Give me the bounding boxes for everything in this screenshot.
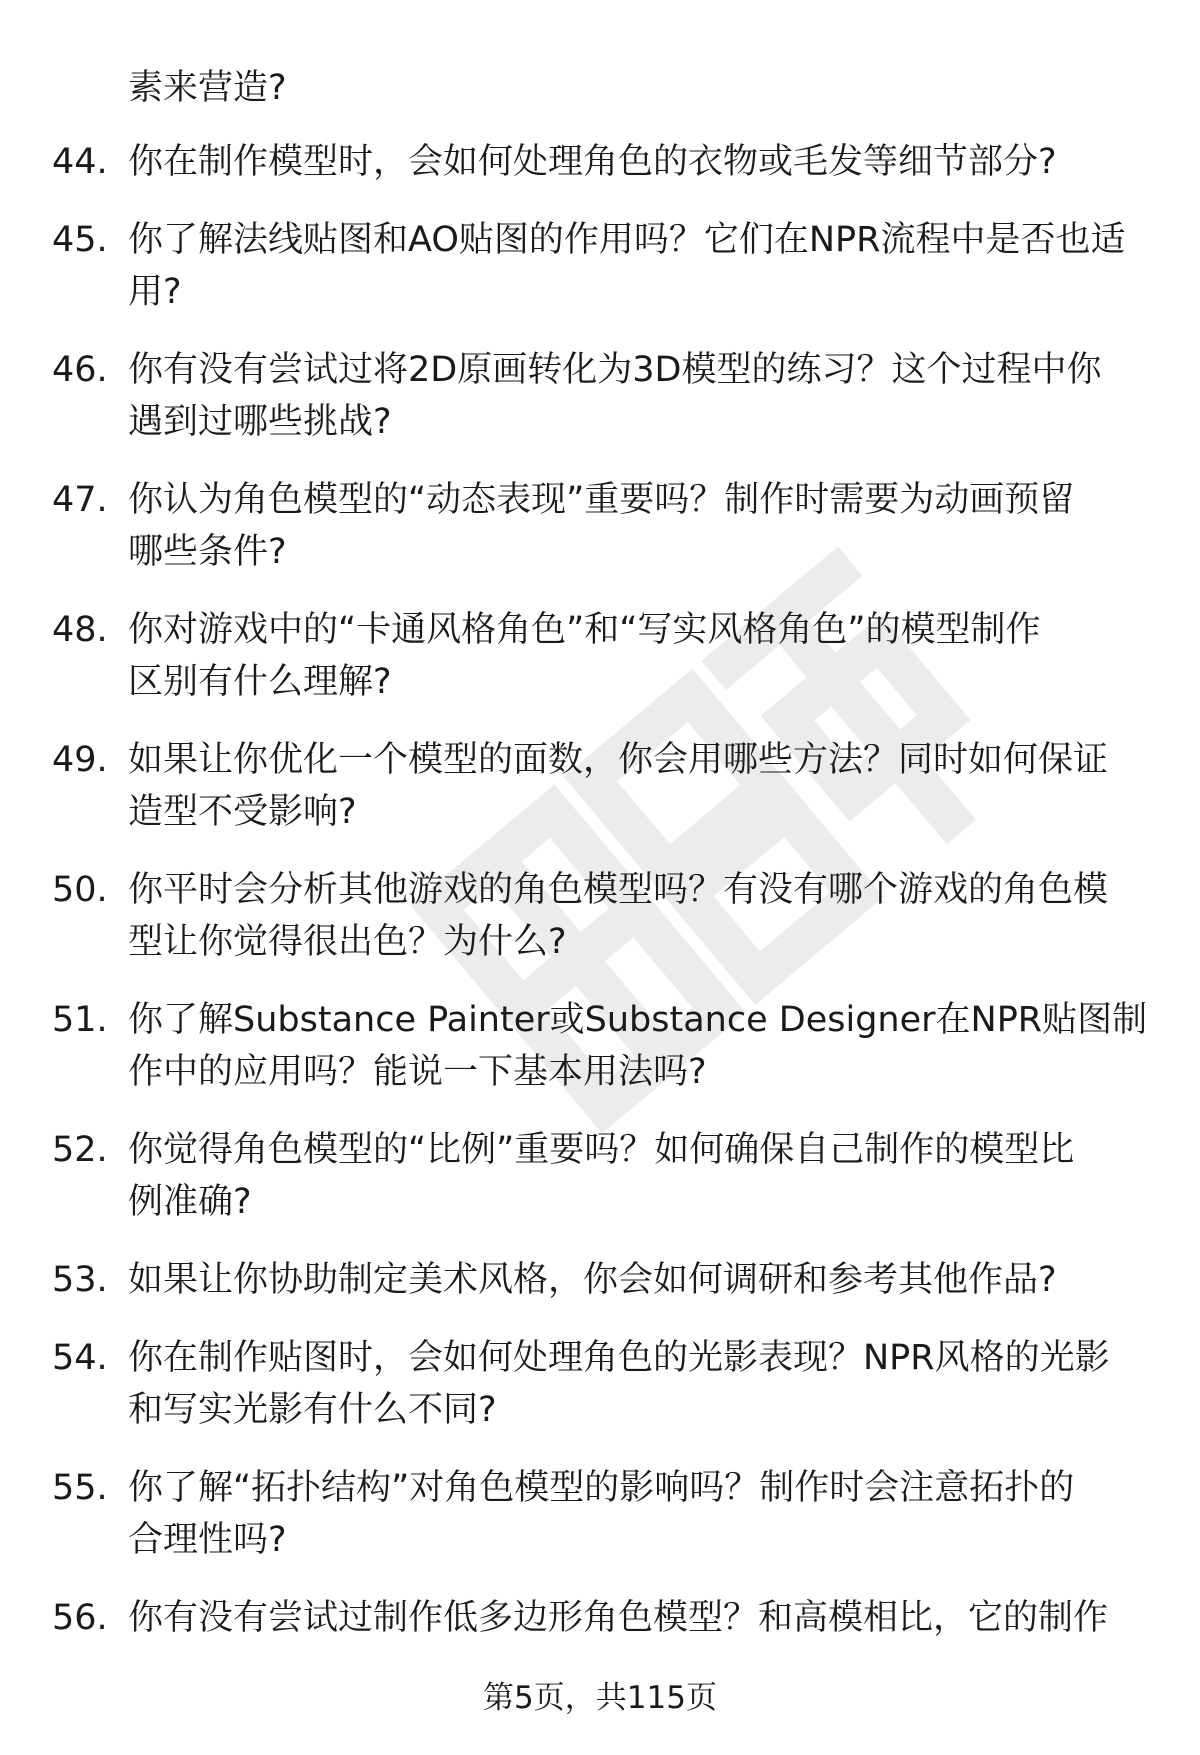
question-text: 你认为角色模型的“动态表现”重要吗？制作时需要为动画预留 哪些条件? bbox=[128, 480, 1075, 572]
question-text: 你有没有尝试过制作低多边形角色模型？和高模相比，它的制作 bbox=[128, 1598, 1109, 1638]
question-text: 你觉得角色模型的“比例”重要吗？如何确保自己制作的模型比 例准确? bbox=[128, 1130, 1075, 1222]
question-number: 53. bbox=[52, 1260, 108, 1300]
question-number: 51. bbox=[52, 1000, 108, 1040]
question-number: 49. bbox=[52, 740, 108, 780]
question-number: 56. bbox=[52, 1598, 108, 1638]
question-item bbox=[0, 136, 1200, 188]
question-text: 如果让你优化一个模型的面数，你会用哪些方法？同时如何保证 造型不受影响? bbox=[128, 740, 1109, 832]
question-item bbox=[0, 1462, 1200, 1566]
question-number: 50. bbox=[52, 870, 108, 910]
question-item bbox=[0, 474, 1200, 578]
question-number: 45. bbox=[52, 220, 108, 260]
question-item bbox=[0, 1124, 1200, 1228]
question-number: 55. bbox=[52, 1468, 108, 1508]
question-list bbox=[0, 136, 1200, 1670]
question-item bbox=[0, 214, 1200, 318]
question-number: 54. bbox=[52, 1338, 108, 1378]
question-item bbox=[0, 604, 1200, 708]
question-text: 你对游戏中的“卡通风格角色”和“写实风格角色”的模型制作 区别有什么理解? bbox=[128, 610, 1041, 702]
question-text: 你平时会分析其他游戏的角色模型吗？有没有哪个游戏的角色模 型让你觉得很出色？为什么? bbox=[128, 870, 1109, 962]
question-item bbox=[0, 734, 1200, 838]
question-text: 你在制作模型时，会如何处理角色的衣物或毛发等细节部分? bbox=[128, 142, 1057, 182]
question-item bbox=[0, 1592, 1200, 1644]
question-text: 你了解Substance Painter或Substance Designer在NPR贴图制 作中的应用吗？能说一下基本用法吗? bbox=[128, 1000, 1148, 1092]
question-item bbox=[0, 1332, 1200, 1436]
question-item bbox=[0, 994, 1200, 1098]
continuation-text: 素来营造? bbox=[128, 68, 287, 108]
question-text: 你了解法线贴图和AO贴图的作用吗？它们在NPR流程中是否也适 用? bbox=[128, 220, 1126, 312]
question-number: 52. bbox=[52, 1130, 108, 1170]
question-item bbox=[0, 864, 1200, 968]
question-item bbox=[0, 1254, 1200, 1306]
question-text: 你了解“拓扑结构”对角色模型的影响吗？制作时会注意拓扑的 合理性吗? bbox=[128, 1468, 1075, 1560]
question-number: 47. bbox=[52, 480, 108, 520]
question-text: 你在制作贴图时，会如何处理角色的光影表现？NPR风格的光影 和写实光影有什么不同? bbox=[128, 1338, 1110, 1430]
question-number: 48. bbox=[52, 610, 108, 650]
question-item bbox=[0, 344, 1200, 448]
question-number: 46. bbox=[52, 350, 108, 390]
question-text: 你有没有尝试过将2D原画转化为3D模型的练习？这个过程中你 遇到过哪些挑战? bbox=[128, 350, 1102, 442]
page-footer: 第5页，共115页 bbox=[483, 1680, 717, 1716]
question-number: 44. bbox=[52, 142, 108, 182]
question-text: 如果让你协助制定美术风格，你会如何调研和参考其他作品? bbox=[128, 1260, 1057, 1300]
